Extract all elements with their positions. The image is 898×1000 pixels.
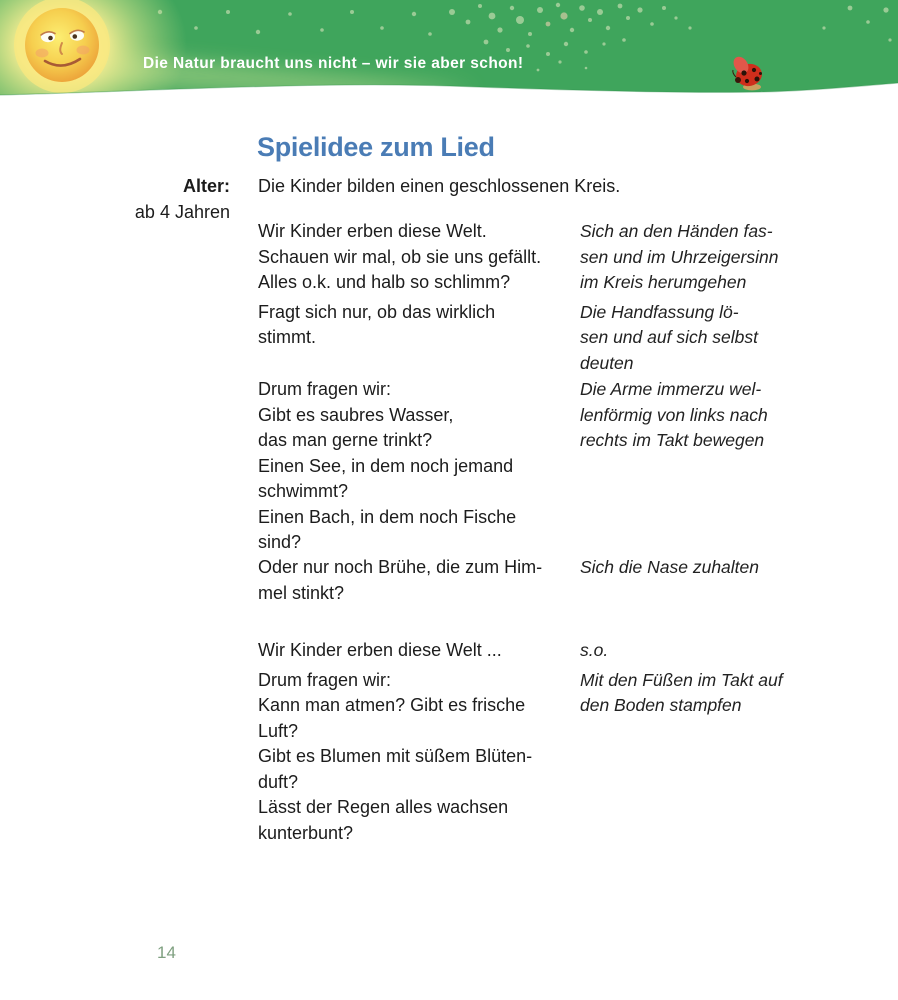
lyric-line: Wir Kinder erben diese Welt. <box>258 221 487 241</box>
instruction-line: Sich an den Händen fas- <box>580 221 773 241</box>
lyric-line: duft? <box>258 771 299 792</box>
page-number: 14 <box>157 943 176 962</box>
instruction-line: lenförmig von links nach <box>580 404 768 425</box>
age-label: Alter: <box>182 176 230 196</box>
lyric-line: sind? <box>258 532 302 552</box>
intro-text: Die Kinder bilden einen geschlossenen Kreis. <box>258 176 621 196</box>
lyrics-column <box>258 377 580 556</box>
page-title: Spielidee zum Lied <box>257 132 495 162</box>
lyric-line: Einen Bach, in dem noch Fische <box>258 506 517 527</box>
lyric-line: Wir Kinder erben diese Welt ... <box>258 640 502 660</box>
instruction-line: Mit den Füßen im Takt auf <box>580 669 783 690</box>
lyric-line: Luft? <box>258 720 299 741</box>
instruction-line: deuten <box>580 352 634 373</box>
verse-section-3 <box>258 555 898 606</box>
instruction-line: rechts im Takt bewegen <box>580 430 765 450</box>
header-slogan: Die Natur braucht uns nicht – wir sie aber schon! <box>143 55 524 72</box>
lyric-line: stimmt. <box>258 327 316 347</box>
instruction-line: s.o. <box>580 640 609 660</box>
instruction-line: sen und im Uhrzeigersinn <box>580 246 779 267</box>
lyric-line: Drum fragen wir: <box>258 379 392 399</box>
instructions-column <box>580 555 898 606</box>
instructions-column <box>580 377 898 556</box>
instruction-line: im Kreis herumgehen <box>580 272 747 292</box>
verse-section-4 <box>258 638 898 846</box>
instruction-line: Die Arme immerzu wel- <box>580 379 762 399</box>
instruction-line: Sich die Nase zuhalten <box>580 557 759 577</box>
lyric-line: Schauen wir mal, ob sie uns gefällt. <box>258 246 542 267</box>
instruction-line: Die Handfassung lö- <box>580 301 739 322</box>
lyric-line: das man gerne trinkt? <box>258 430 433 450</box>
lyric-line: Einen See, in dem noch jemand <box>258 455 514 476</box>
instruction-line: sen und auf sich selbst <box>580 327 759 347</box>
lyrics-column <box>258 219 580 376</box>
lyric-line: Gibt es saubres Wasser, <box>258 404 454 425</box>
instruction-line: den Boden stampfen <box>580 695 742 715</box>
lyric-line: Gibt es Blumen mit süßem Blüten- <box>258 746 533 766</box>
lyric-line: kunterbunt? <box>258 822 354 843</box>
age-value: ab 4 Jahren <box>134 202 230 222</box>
lyric-line: Oder nur noch Brühe, die zum Him- <box>258 557 543 577</box>
lyric-line: schwimmt? <box>258 481 349 501</box>
instructions-column <box>580 219 898 376</box>
verse-section-1 <box>258 219 898 376</box>
verse-section-2 <box>258 377 898 556</box>
lyric-line: Drum fragen wir: <box>258 669 392 690</box>
lyric-line: mel stinkt? <box>258 582 345 603</box>
lyrics-column <box>258 638 580 846</box>
lyric-line: Fragt sich nur, ob das wirklich <box>258 301 496 322</box>
instructions-column <box>580 638 898 846</box>
lyric-line: Lässt der Regen alles wachsen <box>258 797 509 817</box>
lyrics-column <box>258 555 580 606</box>
lyric-line: Kann man atmen? Gibt es frische <box>258 695 526 715</box>
lyric-line: Alles o.k. und halb so schlimm? <box>258 272 511 292</box>
